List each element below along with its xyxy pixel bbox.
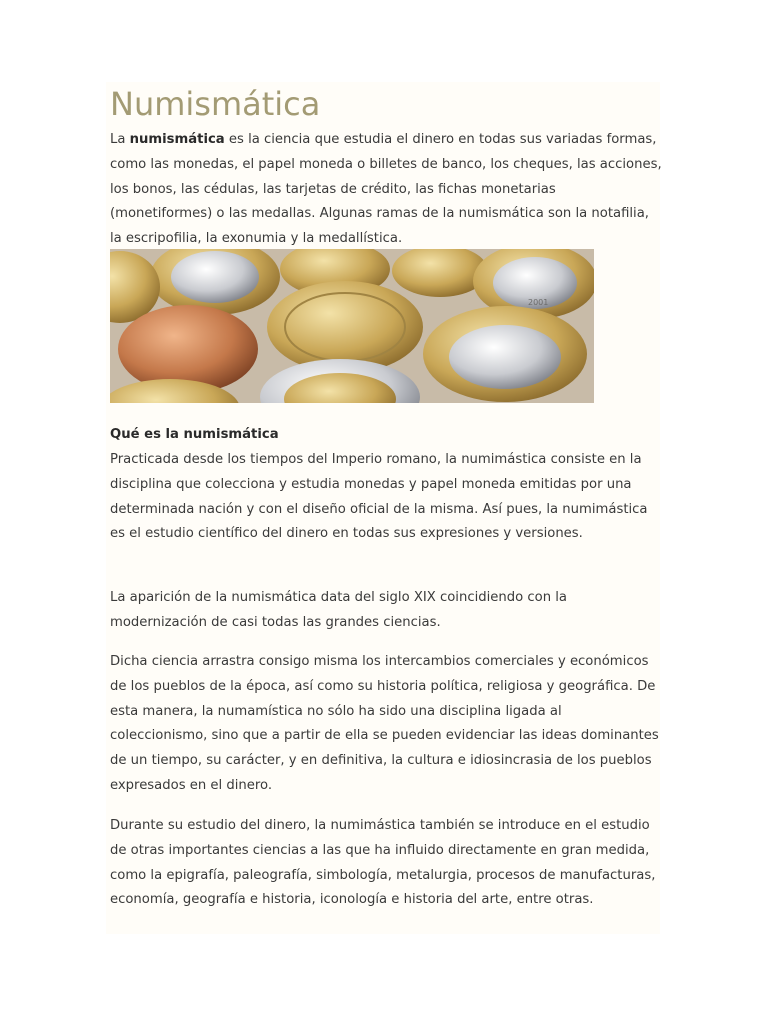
section-paragraph-4: Durante su estudio del dinero, la numimástica también se introduce en el estudio de otras importantes ciencias a las que ha influido directamente en gran medida, como la epigrafía, paleografía, simbología, metalurgia, procesos de manufacturas, economía, geografía e historia, iconología e historia del arte, entre otras. [110, 818, 656, 908]
page-title: Numismática [110, 85, 321, 123]
section-paragraph-2: La aparición de la numismática data del siglo XIX coincidiendo con la modernización de casi todas las grandes ciencias. [110, 590, 567, 630]
intro-paragraph [110, 128, 662, 252]
intro-text-pre: La [110, 132, 130, 147]
intro-keyword: numismática [129, 132, 225, 147]
section-heading: Qué es la numismática [110, 427, 279, 442]
section-paragraph-3: Dicha ciencia arrastra consigo misma los intercambios comerciales y económicos de los pueblos de la época, así como su historia política, religiosa y geográfica. De esta manera, la numamística no sólo ha sido una disciplina ligada al coleccionismo, sino que a partir de ella se pueden evidenciar las ideas dominantes de un tiempo, su carácter, y en definitiva, la cultura e idiosincrasia de los pueblos expresados en el dinero. [110, 654, 659, 793]
section-paragraph-1: Practicada desde los tiempos del Imperio romano, la numimástica consiste en la disciplina que colecciona y estudia monedas y papel moneda emitidas por una determinada nación y con el diseño oficial de la misma. Así pues, la numimástica es el estudio científico del dinero en todas sus expresiones y versiones. [110, 452, 648, 542]
coin-year-label: 2001 [528, 298, 549, 307]
coins-image [110, 249, 594, 403]
intro-text: es la ciencia que estudia el dinero en todas sus variadas formas, como las monedas, el papel moneda o billetes de banco, los cheques, las acciones, los bonos, las cédulas, las tarjetas de crédito, las fichas monetarias (monetiformes) o las medallas. Algunas ramas de la numismática son la notafilia, la escripofilia, la exonumia y la medallística. [110, 132, 662, 247]
